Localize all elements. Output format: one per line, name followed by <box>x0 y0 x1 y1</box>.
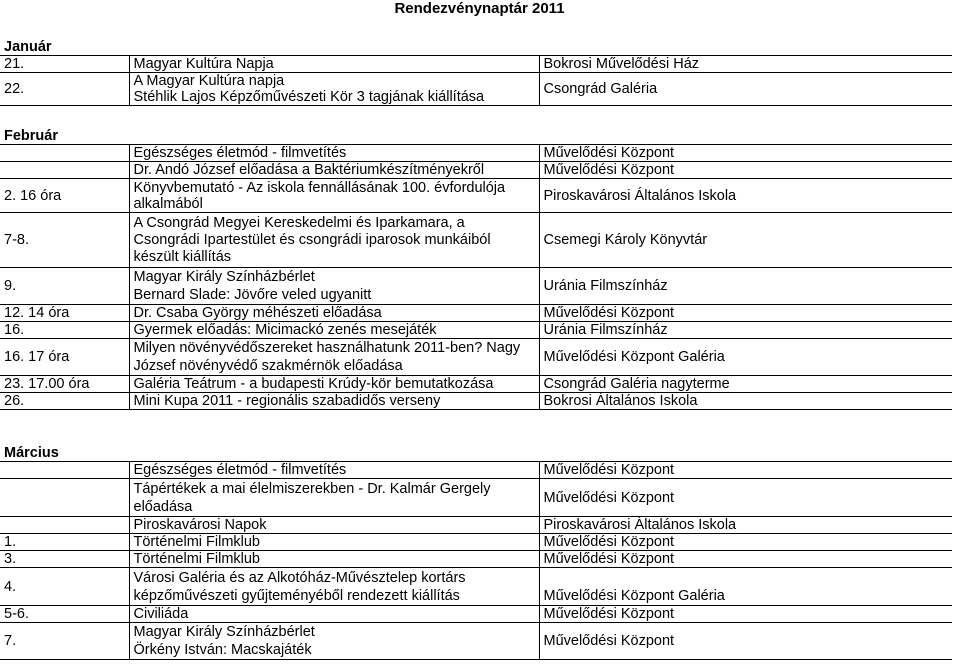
event-date <box>0 517 129 534</box>
page-title: Rendezvénynaptár 2011 <box>394 0 565 17</box>
event-date: 9. <box>0 268 129 305</box>
event-date <box>0 479 129 517</box>
event-date: 3. <box>0 551 129 568</box>
january-table <box>0 39 952 106</box>
month-heading: Március <box>4 445 59 461</box>
event-title: A Magyar Kultúra napja Stéhlik Lajos Képzőművészeti Kör 3 tagjának kiállítása <box>129 73 539 106</box>
march-table <box>0 445 952 660</box>
event-venue: Csemegi Károly Könyvtár <box>539 213 952 268</box>
event-title: Magyar Kultúra Napja <box>129 56 539 73</box>
event-date: 5-6. <box>0 606 129 623</box>
event-title: Városi Galéria és az Alkotóház-Művésztelep kortárs képzőművészeti gyűjteményéből rendezett kiállítás <box>129 568 539 606</box>
event-venue: Művelődési Központ <box>539 534 952 551</box>
event-title: Könyvbemutató - Az iskola fennállásának 100. évfordulója alkalmából <box>129 179 539 213</box>
event-title: Mini Kupa 2011 - regionális szabadidős verseny <box>129 393 539 410</box>
event-venue: Bokrosi Művelődési Ház <box>539 56 952 73</box>
event-venue: Uránia Filmszínház <box>539 268 952 305</box>
event-venue: Művelődési Központ <box>539 479 952 517</box>
event-title: Történelmi Filmklub <box>129 534 539 551</box>
event-date: 16. 17 óra <box>0 339 129 376</box>
event-venue: Művelődési Központ Galéria <box>539 339 952 376</box>
event-title: Civiliáda <box>129 606 539 623</box>
event-venue: Piroskavárosi Általános Iskola <box>539 179 952 213</box>
month-heading: Február <box>4 128 58 144</box>
event-date: 16. <box>0 322 129 339</box>
event-title: Egészséges életmód - filmvetítés <box>129 462 539 479</box>
event-date: 7. <box>0 623 129 660</box>
event-title: Piroskavárosi Napok <box>129 517 539 534</box>
event-venue: Művelődési Központ <box>539 606 952 623</box>
event-venue: Művelődési Központ <box>539 145 952 162</box>
event-date: 12. 14 óra <box>0 305 129 322</box>
event-venue: Művelődési Központ <box>539 462 952 479</box>
event-date <box>0 162 129 179</box>
event-date: 22. <box>0 73 129 106</box>
event-date: 2. 16 óra <box>0 179 129 213</box>
event-date <box>0 145 129 162</box>
event-title: Egészséges életmód - filmvetítés <box>129 145 539 162</box>
event-title: Dr. Csaba György méhészeti előadása <box>129 305 539 322</box>
event-venue: Művelődési Központ <box>539 162 952 179</box>
event-venue: Művelődési Központ <box>539 305 952 322</box>
month-heading: Január <box>4 39 52 55</box>
event-title: A Csongrád Megyei Kereskedelmi és Iparkamara, a Csongrádi Ipartestület és csongrádi iparosok munkáiból készült kiállítás <box>129 213 539 268</box>
event-date <box>0 462 129 479</box>
event-title: Magyar Király Színházbérlet Bernard Slade: Jövőre veled ugyanitt <box>129 268 539 305</box>
event-venue: Csongrád Galéria <box>539 73 952 106</box>
event-venue: Művelődési Központ <box>539 551 952 568</box>
event-date: 7-8. <box>0 213 129 268</box>
event-date: 4. <box>0 568 129 606</box>
event-date: 21. <box>0 56 129 73</box>
event-venue: Bokrosi Általános Iskola <box>539 393 952 410</box>
event-date: 23. 17.00 óra <box>0 376 129 393</box>
event-title: Magyar Király Színházbérlet Örkény István: Macskajáték <box>129 623 539 660</box>
february-table <box>0 128 952 410</box>
event-title: Gyermek előadás: Micimackó zenés mesejáték <box>129 322 539 339</box>
event-venue: Piroskavárosi Általános Iskola <box>539 517 952 534</box>
event-date: 26. <box>0 393 129 410</box>
event-title: Galéria Teátrum - a budapesti Krúdy-kör bemutatkozása <box>129 376 539 393</box>
event-title: Dr. Andó József előadása a Baktériumkészítményekről <box>129 162 539 179</box>
event-title: Tápértékek a mai élelmiszerekben - Dr. Kalmár Gergely előadása <box>129 479 539 517</box>
event-venue: Uránia Filmszínház <box>539 322 952 339</box>
event-date: 1. <box>0 534 129 551</box>
event-venue: Művelődési Központ <box>539 623 952 660</box>
event-venue: Művelődési Központ Galéria <box>539 568 952 606</box>
event-venue: Csongrád Galéria nagyterme <box>539 376 952 393</box>
event-title: Történelmi Filmklub <box>129 551 539 568</box>
event-title: Milyen növényvédőszereket használhatunk 2011-ben? Nagy József növényvédő szakmérnök előadása <box>129 339 539 376</box>
